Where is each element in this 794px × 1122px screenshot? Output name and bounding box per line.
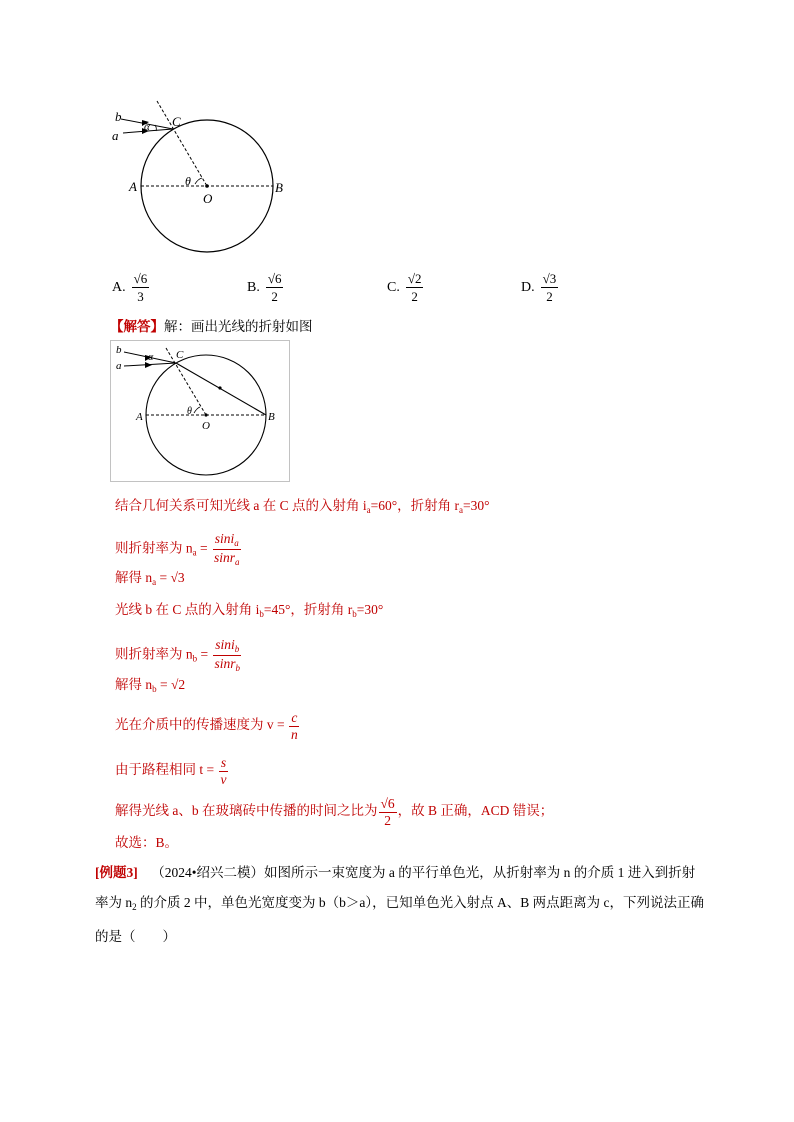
answer-intro: 解：画出光线的折射如图 [164,319,313,334]
fig1-label-a: a [112,128,119,143]
fig2-label-c: C [176,349,184,361]
answer-header [110,315,313,335]
fig2-label-alpha: α [148,352,154,363]
figure-1-circle-diagram [105,95,305,265]
fig1-label-a-point: A [129,179,137,194]
fig2-label-theta: θ [187,406,192,417]
solution-line-2: 则折射率为 $n_a$ = $\frac{\sin i_a}{\sin r_a}$ [115,531,240,567]
solution-line-1: 结合几何关系可知光线 a 在 C 点的入射角 $i_a=60^\circ$，折射角 $r_a=30^\circ$ [115,498,490,515]
option-c: C. $\frac{√2}{2}$ [387,271,422,304]
fig2-label-a: a [116,360,122,372]
fig1-label-b: b [115,109,122,124]
solution-line-9: 解得光线 a、b 在玻璃砖中传播的时间之比为 $\frac{√6}{2}$ ，故 B 正确，ACD 错误； [115,796,554,828]
fig2-label-a-point: A [136,411,143,423]
option-a: A. $\frac{√6}{3}$ [112,271,148,304]
fig1-label-b-point: B [275,180,283,195]
solution-line-6: 解得 $n_b = √2$ [115,677,186,694]
fig1-label-theta: θ [185,174,191,188]
example-3-tag: [例题3] [95,865,138,880]
example-3-question: [例题3] （2024•绍兴二模）如图所示一束宽度为 a 的平行单色光，从折射率为 n 的介质 1 进入到折射率为 $n_2$ 的介质 2 中，单色光宽度变为 b（b＞a），已知单色光入射点 A、B 两点距离为 c，下列说法正确的是（ ） [95,865,704,944]
solution-line-3: 解得 $n_a = √3$ [115,570,185,587]
solution-line-5: 则折射率为 $n_b$ = $\frac{\sin i_b}{\sin r_b}$ [115,637,241,673]
answer-tag: 【解答】 [110,319,164,334]
solution-line-8: 由于路程相同 t = $\frac{s}{v}$ [115,755,227,787]
option-d: D. $\frac{√3}{2}$ [521,271,557,304]
solution-line-4: 光线 b 在 C 点的入射角 $i_b=45^\circ$，折射角 $r_b=30^\circ$ [115,602,384,619]
figure-2-refraction-diagram [110,340,290,482]
fig2-label-b-point: B [268,411,275,423]
option-b: B. $\frac{√6}{2}$ [247,271,282,304]
fig2-label-o: O [202,420,210,432]
fig1-label-o: O [203,191,213,206]
fig1-label-c: C [172,114,181,129]
fig1-label-alpha: α [144,121,150,133]
fig2-label-b: b [116,344,122,356]
solution-line-10: 故选：B。 [115,835,179,850]
solution-line-7: 光在介质中的传播速度为 v = $\frac{c}{n}$ [115,710,298,742]
